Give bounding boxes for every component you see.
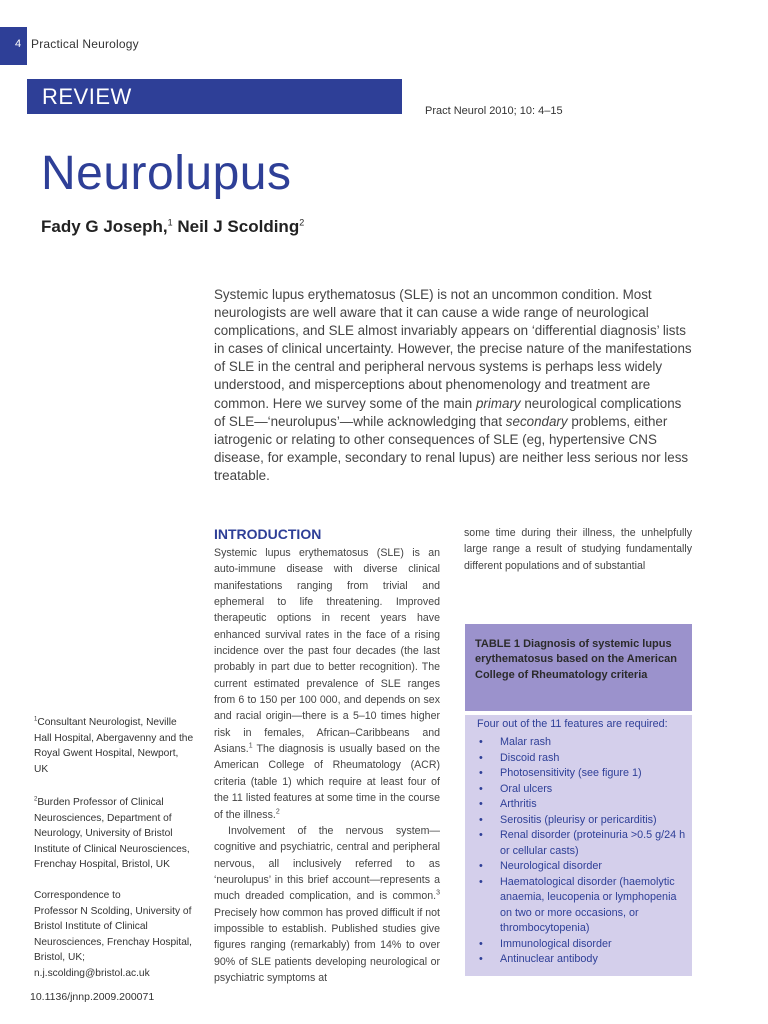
author-name: Fady G Joseph, bbox=[41, 217, 168, 236]
body-paragraph bbox=[214, 545, 440, 823]
list-item: • Haematological disorder (haemolytic anaemia, leucopenia or lymphopenia on two or more occasions, or thrombocytopenia) bbox=[477, 875, 689, 937]
abstract-text: neurological complications of SLE—‘neurolupus’—while acknowledging that bbox=[214, 395, 682, 429]
affiliation-marker: 1 bbox=[34, 716, 38, 723]
list-item: • Antinuclear antibody bbox=[477, 952, 689, 968]
author-affiliation-ref: 1 bbox=[167, 217, 173, 228]
page-number-box bbox=[0, 27, 27, 65]
abstract bbox=[214, 286, 694, 485]
abstract-emphasis: primary bbox=[475, 395, 521, 411]
page-number: 4 bbox=[15, 38, 22, 50]
table-title: TABLE 1 Diagnosis of systemic lupus erythematosus based on the American College of Rheumatology criteria bbox=[475, 638, 677, 681]
author-name: Neil J Scolding bbox=[177, 217, 300, 236]
journal-name: Practical Neurology bbox=[31, 37, 139, 51]
author-list bbox=[41, 217, 304, 237]
body-text: The diagnosis is usually based on the American College of Rheumatology (ACR) criteria (table 1) which require at least four of the 11 listed features at some time in the course of the illness. bbox=[214, 743, 440, 821]
affiliation-text: Burden Professor of Clinical Neurosciences, Department of Neurology, University of Bristol Institute of Clinical Neurosciences, Frenchay Hospital, Bristol, UK bbox=[34, 797, 190, 871]
doi[interactable]: 10.1136/jnnp.2009.200071 bbox=[30, 991, 155, 1003]
list-item: • Immunological disorder bbox=[477, 937, 689, 953]
abstract-text: problems, either iatrogenic or relating to other consequences of SLE (eg, hypertensive CNS disease, for example, secondary to renal lupus) are neither less serious nor less treatable. bbox=[214, 413, 689, 483]
affiliation-text: Consultant Neurologist, Neville Hall Hospital, Abergavenny and the Royal Gwent Hospital, Newport, UK bbox=[34, 717, 194, 775]
list-item: • Arthritis bbox=[477, 797, 689, 813]
correspondence bbox=[34, 888, 194, 982]
reference-marker: 1 bbox=[248, 742, 253, 750]
list-item: • Discoid rash bbox=[477, 751, 689, 767]
body-text: Precisely how common has proved difficult if not impossible to establish. Published studies give figures ranging (remarkably) from 14% to over 90% of SLE patients developing neurological or psychiatric symptoms at bbox=[214, 906, 440, 984]
reference-marker: 3 bbox=[436, 889, 440, 897]
reference-marker: 2 bbox=[275, 807, 280, 815]
author-affiliation-ref: 2 bbox=[299, 217, 305, 228]
table-intro: Four out of the 11 features are required: bbox=[477, 718, 668, 730]
abstract-text: Systemic lupus erythematosus (SLE) is not an uncommon condition. Most neurologists are well aware that it can cause a wide range of neurological complications, and SLE almost invariably appears on ‘differential diagnosis’ lists in cases of clinical uncertainty. However, the precise nature of the manifestations of SLE in the central and peripheral nervous systems is perhaps less widely understood, and misperceptions about phenomenology and treatment are common. Here we survey some of the main bbox=[214, 287, 692, 411]
section-heading-introduction: INTRODUCTION bbox=[214, 526, 322, 542]
list-item: • Serositis (pleurisy or pericarditis) bbox=[477, 813, 689, 829]
article-title: Neurolupus bbox=[41, 147, 292, 200]
list-item: • Neurological disorder bbox=[477, 859, 689, 875]
affiliation-2 bbox=[34, 795, 194, 873]
correspondence-address[interactable]: Professor N Scolding, University of Bristol Institute of Clinical Neurosciences, Frenchay Hospital, Bristol, UK; n.j.scolding@bristol.ac.uk bbox=[34, 905, 192, 979]
body-column-right: some time during their illness, the unhelpfully large range a result of studying fundamentally different populations and of substantial bbox=[464, 527, 692, 572]
affiliation-1 bbox=[34, 715, 194, 777]
body-column-left bbox=[214, 545, 440, 986]
body-paragraph bbox=[214, 823, 440, 986]
list-item: • Malar rash bbox=[477, 735, 689, 751]
list-item: • Oral ulcers bbox=[477, 782, 689, 798]
correspondence-label: Correspondence to bbox=[34, 890, 121, 901]
abstract-emphasis: secondary bbox=[505, 413, 568, 429]
list-item: • Renal disorder (proteinuria >0.5 g/24 h or cellular casts) bbox=[477, 828, 689, 859]
journal-citation: Pract Neurol 2010; 10: 4–15 bbox=[425, 105, 563, 117]
section-label: REVIEW bbox=[42, 84, 132, 109]
affiliation-marker: 2 bbox=[34, 796, 38, 803]
body-text: Involvement of the nervous system—cognitive and psychiatric, central and peripheral nervous, all inclusively referred to as ‘neurolupus’ in this brief account—represents a much dreaded complication, and is common. bbox=[214, 824, 440, 903]
list-item: • Photosensitivity (see figure 1) bbox=[477, 766, 689, 782]
criteria-list bbox=[477, 735, 689, 968]
body-text: Systemic lupus erythematosus (SLE) is an auto-immune disease with diverse clinical manifestations ranging from trivial and ephemeral to life threatening. Improved therapeutic options in recent years have enhanced survival rates in the face of a rising incidence over the past four decades (the last probably in part due to better recognition). The current estimated prevalence of SLE ranges from 6 to 150 per 100 000, and depends on sex and racial origin—there is a 5–10 times higher risk in females, African–Caribbeans and Asians. bbox=[214, 547, 440, 756]
